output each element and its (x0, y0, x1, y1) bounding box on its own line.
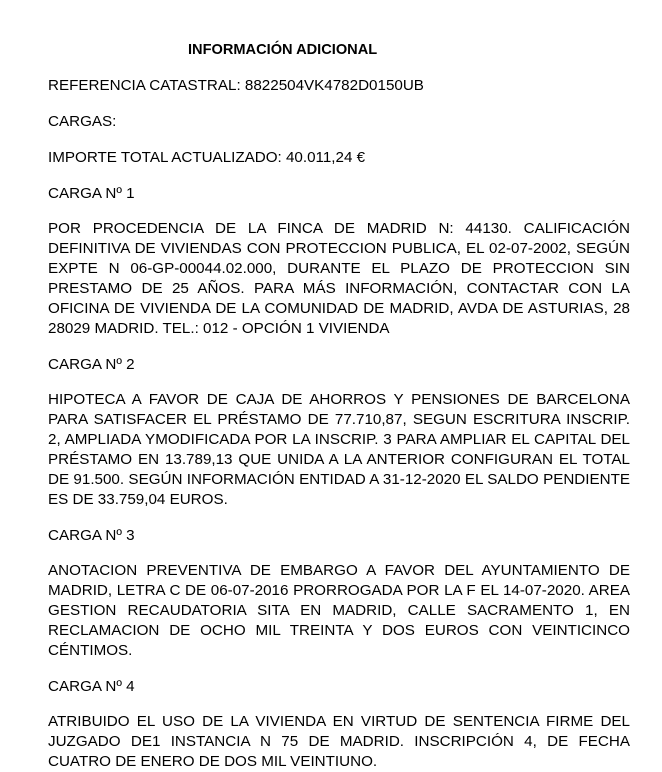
referencia-catastral: REFERENCIA CATASTRAL: 8822504VK4782D0150UB (48, 77, 424, 94)
importe-total: IMPORTE TOTAL ACTUALIZADO: 40.011,24 € (48, 149, 366, 166)
carga-1-heading: CARGA Nº 1 (48, 185, 135, 202)
carga-1-text: POR PROCEDENCIA DE LA FINCA DE MADRID N: 44130. CALIFICACIÓN DEFINITIVA DE VIVIENDAS CON PROTECCION PUBLICA, EL 02-07-2002, SEGÚN EXPTE N 06-GP-00044.02.000, DURANTE EL PLAZO DE PROTECCION SIN PRESTAMO DE 25 AÑOS. PARA MÁS INFORMACIÓN, CONTACTAR CON LA OFICINA DE VIVIENDA DE LA COMUNIDAD DE MADRID, AVDA DE ASTURIAS, 28 28029 MADRID. TEL.: 012 - OPCIÓN 1 VIVIENDA (48, 220, 630, 337)
carga-3-heading: CARGA Nº 3 (48, 527, 135, 544)
carga-4-text: ATRIBUIDO EL USO DE LA VIVIENDA EN VIRTUD DE SENTENCIA FIRME DEL JUZGADO DE1 INSTANCIA N 75 DE MADRID. INSCRIPCIÓN 4, DE FECHA CUATRO DE ENERO DE DOS MIL VEINTIUNO. (48, 713, 630, 770)
carga-2-heading: CARGA Nº 2 (48, 356, 135, 373)
carga-4-heading: CARGA Nº 4 (48, 678, 135, 695)
document-page (48, 40, 630, 772)
cargas-label: CARGAS: (48, 113, 117, 130)
carga-3-text: ANOTACION PREVENTIVA DE EMBARGO A FAVOR DEL AYUNTAMIENTO DE MADRID, LETRA C DE 06-07-2016 PRORROGADA POR LA F EL 14-07-2020. AREA GESTION RECAUDATORIA SITA EN MADRID, CALLE SACRAMENTO 1, EN RECLAMACION DE OCHO MIL TREINTA Y DOS EUROS CON VEINTICINCO CÉNTIMOS. (48, 562, 630, 659)
carga-2-text: HIPOTECA A FAVOR DE CAJA DE AHORROS Y PENSIONES DE BARCELONA PARA SATISFACER EL PRÉSTAMO DE 77.710,87, SEGUN ESCRITURA INSCRIP. 2, AMPLIADA YMODIFICADA POR LA INSCRIP. 3 PARA AMPLIAR EL CAPITAL DEL PRÉSTAMO EN 13.789,13 QUE UNIDA A LA ANTERIOR CONFIGURAN EL TOTAL DE 91.500. SEGÚN INFORMACIÓN ENTIDAD A 31-12-2020 EL SALDO PENDIENTE ES DE 33.759,04 EUROS. (48, 391, 630, 508)
document-title: INFORMACIÓN ADICIONAL (188, 42, 378, 58)
